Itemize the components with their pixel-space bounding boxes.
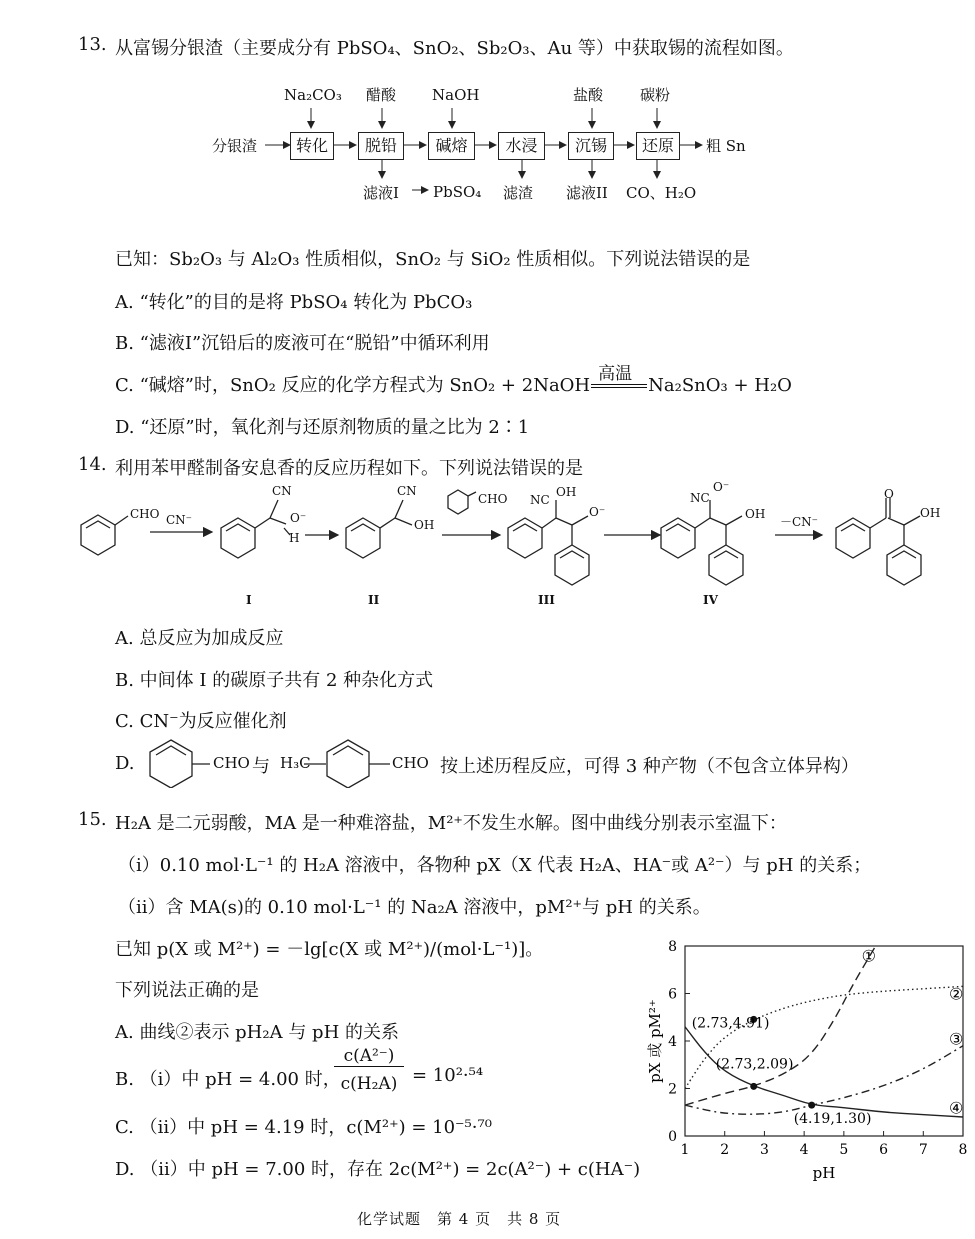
mech-cn-ii: CN bbox=[397, 484, 417, 498]
q13-option-c-condition: 高温 bbox=[590, 375, 648, 396]
y-tick-label: 0 bbox=[668, 1129, 677, 1145]
q14-number: 14. bbox=[78, 454, 107, 475]
q15-chart bbox=[640, 930, 970, 1190]
flow-output-pbso4: PbSO₄ bbox=[433, 183, 482, 201]
q15-option-b-numerator: c(A²⁻) bbox=[334, 1046, 404, 1067]
mech-oh-iv: OH bbox=[745, 507, 766, 521]
flow-step-huanyuan: 还原 bbox=[636, 132, 680, 160]
mech-o-benzoin: O bbox=[884, 487, 894, 501]
mech-cho-1: CHO bbox=[130, 507, 160, 521]
flow-input-acetic: 醋酸 bbox=[366, 86, 397, 104]
mech-o-minus-i: O⁻ bbox=[290, 511, 307, 525]
y-tick-label: 4 bbox=[668, 1034, 677, 1050]
q13-option-c[interactable] bbox=[115, 364, 792, 397]
q15-known: 已知 p(X 或 M²⁺) = －lg[c(X 或 M²⁺)/(mol·L⁻¹)]。 bbox=[115, 939, 544, 960]
mech-o-minus-iv: O⁻ bbox=[713, 480, 730, 494]
q13-stem: 从富锡分银渣（主要成分有 PbSO₄、SnO₂、Sb₂O₃、Au 等）中获取锡的流程如图。 bbox=[115, 38, 794, 59]
x-tick-label: 7 bbox=[918, 1142, 928, 1158]
x-tick-label: 5 bbox=[839, 1142, 849, 1158]
flow-start: 分银渣 bbox=[212, 137, 258, 155]
x-tick-label: 2 bbox=[720, 1142, 730, 1158]
q15-option-a[interactable]: A. 曲线②表示 pH₂A 与 pH 的关系 bbox=[115, 1022, 399, 1043]
flow-input-hcl: 盐酸 bbox=[573, 86, 604, 104]
flow-step-shuijin: 水浸 bbox=[498, 132, 545, 160]
q14-stem: 利用苯甲醛制备安息香的反应历程如下。下列说法错误的是 bbox=[115, 458, 583, 479]
option-d-with: 与 bbox=[252, 756, 270, 777]
y-tick-label: 6 bbox=[668, 986, 677, 1003]
option-d-h3c: H₃C bbox=[280, 754, 311, 772]
flow-output-co-h2o: CO、H₂O bbox=[626, 184, 697, 202]
q15-option-c[interactable]: C. （ⅱ）中 pH = 4.19 时，c(M²⁺) = 10⁻⁵·⁷⁰ bbox=[115, 1117, 492, 1138]
data-point bbox=[750, 1083, 757, 1090]
x-tick-label: 8 bbox=[958, 1142, 968, 1158]
q13-option-d[interactable]: D. “还原”时，氧化剂与还原剂物质的量之比为 2∶1 bbox=[115, 417, 530, 438]
q15-option-b-prefix: B. （ⅰ）中 pH = 4.00 时， bbox=[115, 1069, 341, 1090]
mech-o-minus-iii: O⁻ bbox=[589, 505, 606, 519]
series-2-label: ② bbox=[949, 984, 964, 1004]
option-d-cho-1: CHO bbox=[213, 754, 250, 772]
y-tick-label: 2 bbox=[668, 1081, 677, 1098]
data-point-label: (4.19,1.30) bbox=[793, 1111, 872, 1128]
q14-option-a[interactable]: A. 总反应为加成反应 bbox=[115, 628, 284, 649]
q13-option-c-products: Na₂SnO₃ + H₂O bbox=[648, 375, 792, 396]
option-d-cho-2: CHO bbox=[392, 754, 429, 772]
page-footer: 化学试题 第 4 页 共 8 页 bbox=[357, 1210, 562, 1228]
flow-output-residue: 滤渣 bbox=[503, 184, 534, 202]
x-tick-label: 4 bbox=[799, 1142, 809, 1158]
mech-minus-cn: －CN⁻ bbox=[780, 515, 819, 529]
mech-oh-benzoin: OH bbox=[920, 506, 941, 520]
data-point-label: (2.73,4.91) bbox=[691, 1015, 770, 1032]
flow-step-zhuanhua: 转化 bbox=[290, 132, 334, 160]
x-axis-label: pH bbox=[812, 1164, 836, 1182]
data-point bbox=[808, 1102, 815, 1109]
q15-option-d[interactable]: D. （ⅱ）中 pH = 7.00 时，存在 2c(M²⁺) = 2c(A²⁻) + c(HA⁻) bbox=[115, 1159, 641, 1180]
series-2-line bbox=[685, 986, 963, 1088]
intermediate-iv: IV bbox=[703, 593, 718, 607]
q15-condition-2: （ⅱ）含 MA(s)的 0.10 mol·L⁻¹ 的 Na₂A 溶液中，pM²⁺与 pH 的关系。 bbox=[118, 897, 711, 918]
flow-end: 粗 Sn bbox=[706, 137, 746, 155]
q14-option-b[interactable]: B. 中间体 I 的碳原子共有 2 种杂化方式 bbox=[115, 670, 434, 691]
mech-nc-iv: NC bbox=[690, 491, 710, 505]
q15-option-b-denominator: c(H₂A) bbox=[340, 1074, 398, 1094]
flow-step-chenxi: 沉锡 bbox=[568, 132, 614, 160]
q15-stem: H₂A 是二元弱酸，MA 是一种难溶盐，M²⁺不发生水解。图中曲线分别表示室温下： bbox=[115, 813, 787, 834]
mech-h-i: H bbox=[289, 531, 300, 545]
x-tick-label: 6 bbox=[879, 1142, 889, 1158]
q13-number: 13. bbox=[78, 34, 107, 55]
flow-step-tuoqian: 脱铅 bbox=[358, 132, 404, 160]
series-3-label: ③ bbox=[949, 1029, 964, 1049]
series-4-label: ④ bbox=[949, 1098, 964, 1118]
flow-input-na2co3: Na₂CO₃ bbox=[284, 86, 342, 104]
x-tick-label: 1 bbox=[680, 1142, 690, 1158]
series-1-label: ① bbox=[861, 946, 876, 966]
intermediate-iii: III bbox=[538, 593, 555, 607]
y-tick-label: 8 bbox=[668, 939, 677, 955]
chart-frame bbox=[685, 946, 963, 1136]
data-point-label: (2.73,2.09) bbox=[715, 1056, 794, 1073]
mech-cn-minus: CN⁻ bbox=[166, 513, 193, 527]
x-tick-label: 3 bbox=[759, 1142, 769, 1158]
mech-cho-2: CHO bbox=[478, 492, 508, 506]
q13-option-b[interactable]: B. “滤液I”沉铅后的废液可在“脱铅”中循环利用 bbox=[115, 333, 490, 354]
flow-step-jianrong: 碱熔 bbox=[428, 132, 475, 160]
flow-input-carbon: 碳粉 bbox=[640, 86, 671, 104]
mech-oh-ii: OH bbox=[414, 518, 435, 532]
flow-output-filtrate2: 滤液II bbox=[566, 184, 608, 202]
q15-condition-1: （ⅰ）0.10 mol·L⁻¹ 的 H₂A 溶液中，各物种 pX（X 代表 H₂A、HA⁻或 A²⁻）与 pH 的关系； bbox=[118, 855, 872, 876]
y-axis-label: pX 或 pM²⁺ bbox=[646, 999, 664, 1083]
q15-number: 15. bbox=[78, 809, 107, 830]
q13-known: 已知：Sb₂O₃ 与 Al₂O₃ 性质相似，SnO₂ 与 SiO₂ 性质相似。下列说法错误的是 bbox=[115, 249, 751, 270]
intermediate-ii: II bbox=[368, 593, 380, 607]
mech-oh-iii: OH bbox=[556, 485, 577, 499]
option-d-suffix: 按上述历程反应，可得 3 种产物（不包含立体异构） bbox=[440, 756, 859, 777]
mech-cn-i: CN bbox=[272, 484, 292, 498]
intermediate-i: I bbox=[246, 593, 252, 607]
flow-input-naoh: NaOH bbox=[432, 86, 480, 104]
q13-option-c-text: C. “碱熔”时，SnO₂ 反应的化学方程式为 SnO₂ + 2NaOH bbox=[115, 375, 591, 396]
flow-output-filtrate1: 滤液I bbox=[363, 184, 399, 202]
q14-mechanism bbox=[70, 480, 970, 610]
q14-option-c[interactable]: C. CN⁻为反应催化剂 bbox=[115, 711, 287, 732]
mech-nc-iii: NC bbox=[530, 493, 550, 507]
q15-ask: 下列说法正确的是 bbox=[115, 980, 259, 1001]
q14-option-d-prefix: D. bbox=[115, 753, 135, 774]
q15-option-b-result: = 10²·⁵⁴ bbox=[412, 1065, 484, 1086]
q13-option-a[interactable]: A. “转化”的目的是将 PbSO₄ 转化为 PbCO₃ bbox=[115, 292, 473, 313]
